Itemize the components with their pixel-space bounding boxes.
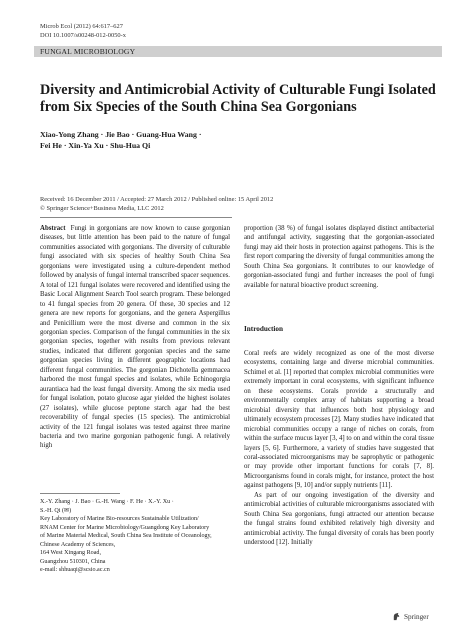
affiliation	[40, 498, 230, 575]
abstract-continuation	[244, 224, 434, 290]
affiliation-line: 164 West Xingang Road,	[40, 550, 102, 556]
affiliation-names-2: S.-H. Qi (✉)	[40, 507, 72, 514]
affiliation-line: Key Laboratory of Marine Bio-resources Sustainable Utilization/	[40, 516, 199, 522]
article-dates	[40, 196, 273, 213]
authors-line-2: Fei He · Xin-Ya Xu · Shu-Hua Qi	[40, 141, 151, 150]
footnote-divider	[40, 493, 120, 494]
journal-citation: Microb Ecol (2012) 64:617–627	[40, 23, 123, 30]
affiliation-line: RNAM Center for Marine Microbiology/Guangdong Key Laboratory	[40, 524, 210, 531]
intro-paragraph-2: As part of our ongoing investigation of the diversity and antimicrobial activities of culturable microorganisms associated with South China Sea gorgonians, fungi attracted our attention because the fungal strains found exhibited relatively high diversity and antimicrobial activity. The fungal diversity of corals has been poorly understood [12]. Initially	[244, 491, 434, 547]
section-band	[34, 46, 442, 57]
introduction-body	[244, 349, 434, 548]
abstract	[40, 224, 230, 451]
email-link[interactable]: e-mail: shhuaqi@scsio.ac.cn	[40, 567, 110, 573]
divider	[40, 217, 232, 218]
springer-horse-icon	[392, 612, 401, 621]
affiliation-names: X.-Y. Zhang · J. Bao · G.-H. Wang · F. He · X.-Y. Xu ·	[40, 499, 174, 505]
affiliation-line: Chinese Academy of Sciences,	[40, 541, 116, 548]
doi: DOI 10.1007/s00248-012-0050-x	[40, 31, 126, 39]
affiliation-line: of Marine Material Medical, South China Sea Institute of Oceanology,	[40, 533, 212, 539]
abstract-continuation-text: proportion (38 %) of fungal isolates displayed distinct antibacterial and antifungal activity, suggesting that the gorgonian-associated fungi may aid their hosts in protection against pathogens. This is the first report comparing the diversity of fungal communities among the South China Sea gorgonians. It contributes to our knowledge of gorgonian-associated fungi and further increases the pool of fungi available for natural bioactive product screening.	[244, 225, 434, 289]
history-dates: Received: 16 December 2011 / Accepted: 27 March 2012 / Published online: 15 April 2012	[40, 196, 274, 203]
intro-paragraph-1: Coral reefs are widely recognized as one of the most diverse ecosystems, containing large and diverse microbial communities. Schimel et al. [1] reported that complex microbial communities were extremely important in coral ecosystems, with significant influence on these ecosystems. Corals provide a structurally and environmentally complex array of habitats supporting a broad microbial diversity that influences both host physiology and ultimately ecosystem processes [2]. Many studies have indicated that microbial communities occupy a range of niches on corals, from within the surface mucus layer [3, 4] to on and within the coral tissue layers [5, 6]. Furthermore, a variety of studies have suggested that coral-associated microorganisms may be saprophytic or pathogenic or may provide other important functions for corals [7, 8]. Microorganisms found in corals might, for instance, protect the host against pathogens [9, 10] and/or supply nutrients [11].	[244, 350, 434, 490]
abstract-text: Fungi in gorgonians are now known to cause gorgonian diseases, but little attention has been paid to the nature of fungal communities associated with gorgonians. The diversity of culturable fungi associated with six species of healthy South China Sea gorgonians were investigated using a culture-dependent method followed by analysis of fungal internal transcribed spacer sequences. A total of 121 fungal isolates were recovered and identified using the Basic Local Alignment Search Tool search program. These belonged to 41 fungal species from 20 genera. Of these, 30 species and 12 genera are new reports for gorgonians, and the genera Aspergillus and Penicillium were the most diverse and common in the six gorgonian species. Comparison of the fungal communities in the six gorgonian species, together with results from previous relevant studies, indicated that different gorgonian species and the same gorgonian species living in different geographic locations had different fungal communities. The gorgonian Dichotella gemmacea harbored the most fungal species and isolates, while Echinogorgia aurantiaca had the least fungal diversity. Among the six media used for fungal isolation, potato glucose agar yielded the highest isolates (27 isolates), while glucose peptone starch agar had the best recoverability of fungal species (15 species). The antimicrobial activity of the 121 fungal isolates was tested against three marine bacteria and two marine gorgonian pathogenic fungi. A relatively high	[40, 225, 230, 450]
section-label: FUNGAL MICROBIOLOGY	[40, 47, 136, 56]
affiliation-line: Guangzhou 510301, China	[40, 558, 106, 565]
authors-line-1: Xiao-Yong Zhang · Jie Bao · Guang-Hua Wang ·	[40, 130, 202, 139]
copyright: © Springer Science+Business Media, LLC 2012	[40, 204, 164, 212]
abstract-label: Abstract	[40, 225, 66, 232]
publisher-name: Springer	[404, 612, 429, 621]
author-list	[40, 129, 400, 151]
publisher-logo	[392, 612, 429, 621]
article-title: Diversity and Antimicrobial Activity of Culturable Fungi Isolated from Six Species of the South China Sea Gorgonians	[40, 82, 436, 115]
journal-meta	[40, 23, 126, 40]
introduction-heading: Introduction	[244, 325, 284, 333]
